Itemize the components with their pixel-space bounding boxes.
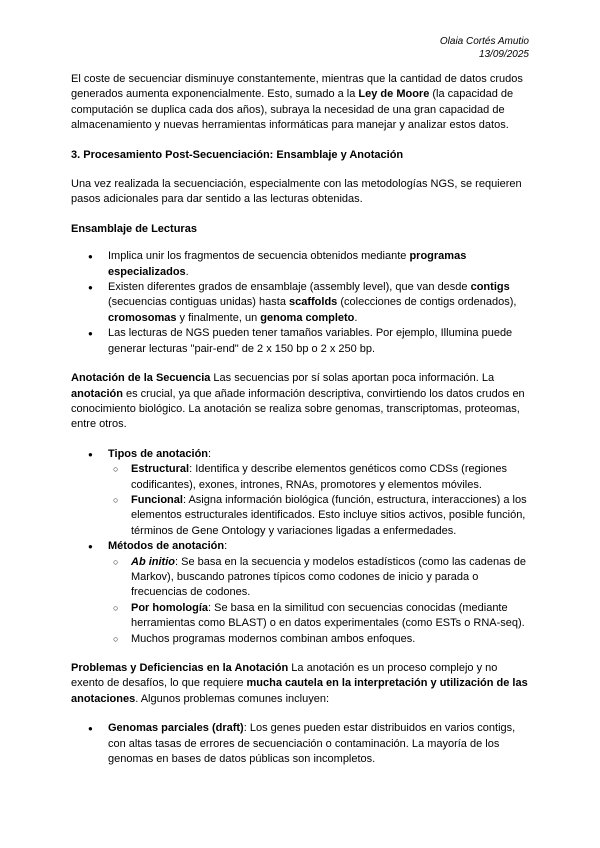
sublist-item <box>108 555 529 601</box>
abinitio-label: Ab initio <box>131 555 175 568</box>
problemas-bold: mucha cautela en la interpretación y utilización de las anotaciones <box>71 677 528 705</box>
homologia-text: : Se basa en la similitud con secuencias conocidas (mediante herramientas como BLAST) o en datos experimentales (como ESTs o RNA-seq). <box>131 601 525 630</box>
section-3-heading: 3. Procesamiento Post-Secuenciación: Ensamblaje y Anotación <box>71 148 404 161</box>
document-body <box>71 72 529 767</box>
document-date: 13/09/2025 <box>478 49 529 60</box>
intro-text-1: El coste de secuenciar disminuye constantemente, mientras que la cantidad de datos crudos generados aumenta exponencialmente. Esto, sumado a la <box>71 73 523 101</box>
metodos-sublist <box>108 555 529 647</box>
item-text: (secuencias contiguas unidas) hasta <box>108 296 289 309</box>
intro-bold-ley-moore: Ley de Moore <box>358 88 430 101</box>
problemas-text-2: . Algunos problemas comunes incluyen: <box>135 692 330 705</box>
list-item-tipos <box>71 447 529 539</box>
combinan-text: Muchos programas modernos combinan ambos enfoques. <box>131 632 416 645</box>
genomas-parciales-label: Genomas parciales (draft) <box>108 722 244 735</box>
item-text-end: . <box>185 265 189 278</box>
item-bold-cromosomas: cromosomas <box>108 311 177 324</box>
sublist-item <box>108 601 529 632</box>
item-text: Existen diferentes grados de ensamblaje (assembly level), que van desde <box>108 281 471 294</box>
list-item <box>71 721 529 767</box>
metodos-label: Métodos de anotación <box>108 540 225 553</box>
anotacion-text-1: Las secuencias por sí solas aportan poca información. La <box>210 372 495 385</box>
intro-text-2: (la capacidad de computación se duplica cada dos años), subraya la necesidad de una gran capacidad de almacenamiento y nuevas herramientas informáticas para manejar y analizar estos datos. <box>71 88 514 132</box>
genomas-parciales-text: : Los genes pueden estar distribuidos en varios contigs, con altas tasas de errores de secuenciación o contaminación. La mayoría de los genomas en bases de datos públicas son incompletos. <box>108 722 516 766</box>
abinitio-text: : Se basa en la secuencia y modelos estadísticos (como las cadenas de Markov), buscando patrones típicos como codones de inicio y parada o frecuencias de codones. <box>131 555 526 599</box>
item-bold-scaffolds: scaffolds <box>289 296 338 309</box>
ensamblaje-heading: Ensamblaje de Lecturas <box>71 222 197 235</box>
list-item <box>71 280 529 326</box>
item-bold-genoma: genoma completo <box>260 311 355 324</box>
list-item <box>71 326 529 357</box>
funcional-text: : Asigna información biológica (función, estructura, interacciones) a los elementos estructurales identificados. Esto incluye sitios activos, posible función, términos de Gene Ontology y variaciones ligadas a enfermedades. <box>131 493 527 537</box>
sublist-item <box>108 632 529 647</box>
list-item-metodos <box>71 539 529 647</box>
tipos-colon: : <box>208 447 212 460</box>
anotacion-title: Anotación de la Secuencia <box>71 372 211 385</box>
sublist-item <box>108 462 529 493</box>
intro-paragraph <box>71 72 529 134</box>
tipos-sublist <box>108 462 529 539</box>
item-bold-contigs: contigs <box>470 281 510 294</box>
page-header <box>440 35 529 61</box>
anotacion-list <box>71 447 529 647</box>
item-text: y finalmente, un <box>176 311 261 324</box>
problemas-paragraph <box>71 661 529 707</box>
item-text: (colecciones de contigs ordenados), <box>337 296 517 309</box>
item-text: . <box>354 311 358 324</box>
sublist-item <box>108 493 529 539</box>
anotacion-paragraph <box>71 371 529 433</box>
anotacion-bold: anotación <box>71 387 123 400</box>
item-text: Implica unir los fragmentos de secuencia obtenidos mediante <box>108 250 410 263</box>
metodos-colon: : <box>224 540 228 553</box>
list-item <box>71 249 529 280</box>
item-bold: programas especializados <box>108 250 467 278</box>
problemas-title: Problemas y Deficiencias en la Anotación <box>71 662 289 674</box>
homologia-label: Por homología <box>131 601 208 614</box>
author-name: Olaia Cortés Amutio <box>439 36 529 47</box>
ensamblaje-list <box>71 249 529 357</box>
tipos-label: Tipos de anotación <box>108 447 209 460</box>
estructural-text: : Identifica y describe elementos genéticos como CDSs (regiones codificantes), exones, intrones, RNAs, promotores y elementos móviles. <box>131 463 508 491</box>
problemas-text-1: La anotación es un proceso complejo y no exento de desafíos, lo que requiere <box>71 662 498 690</box>
estructural-label: Estructural <box>131 463 190 476</box>
item-text: Las lecturas de NGS pueden tener tamaños variables. Por ejemplo, Illumina puede generar lecturas "pair-end" de 2 x 150 bp o 2 x 250 bp. <box>108 327 513 355</box>
section-3-intro: Una vez realizada la secuenciación, especialmente con las metodologías NGS, se requieren pasos adicionales para dar sentido a las lecturas obtenidas. <box>71 178 522 206</box>
problemas-list <box>71 721 529 767</box>
funcional-label: Funcional <box>131 493 183 506</box>
anotacion-text-2: es crucial, ya que añade información descriptiva, convirtiendo los datos crudos en conocimiento biológico. La anotación se realiza sobre genomas, transcriptomas, proteomas, entre otros. <box>71 387 525 431</box>
